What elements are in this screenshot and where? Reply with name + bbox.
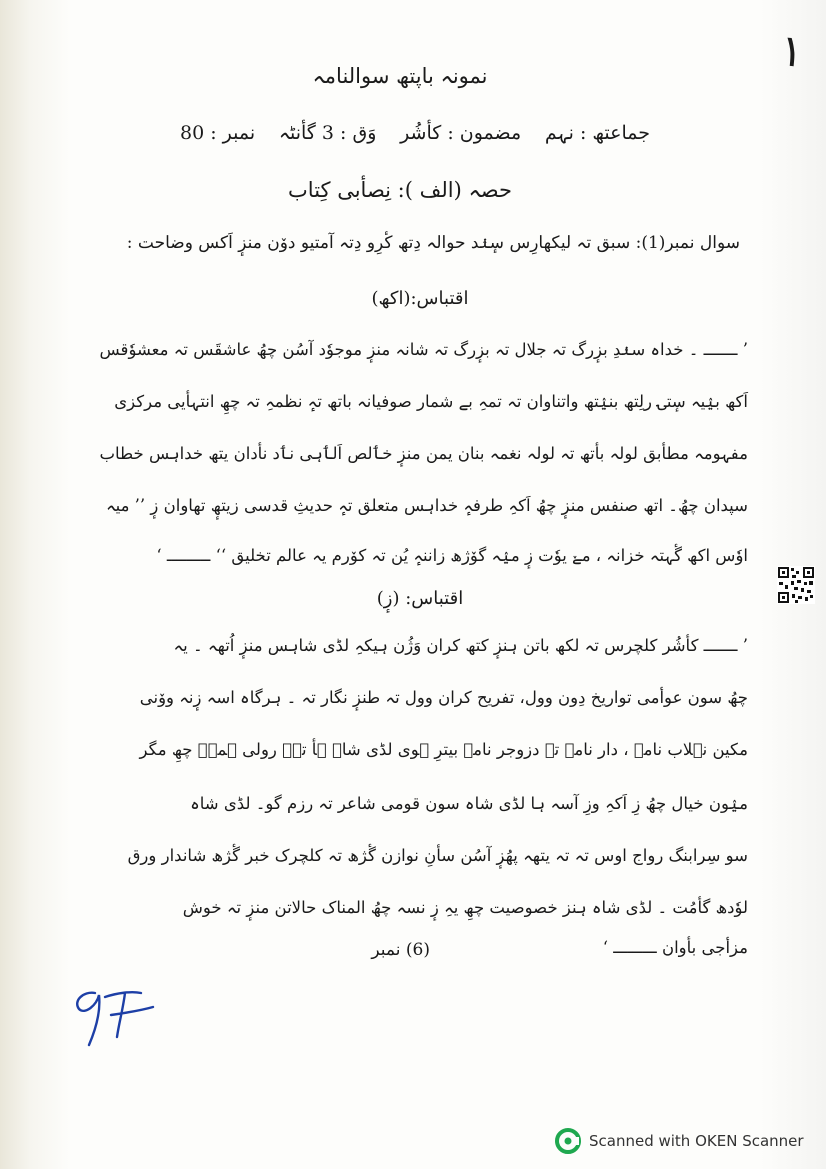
section-title: حصہ (الف ): نِصأبی کِتاب — [288, 178, 512, 202]
excerpt-b-heading: اقتباس: (زٕ) — [376, 588, 464, 609]
subject-label: مضمون : کأشُر — [400, 122, 522, 144]
page-title: نمونہ باپتھ سوالنامہ — [312, 64, 488, 88]
exam-meta-row — [180, 122, 650, 144]
class-label: جماعتھ : نہم — [544, 122, 650, 144]
excerpt-a-line: ’ ـــــــ ۔ خداہ سنٛدِ بزٕرگ تہ جلال تہ بزٕرگ تہ شانہ منزٕ موجوٗد آسُن چھُ عاشقَس تہ معشوٗقس — [99, 340, 748, 359]
marks-note: (6) نمبر — [371, 940, 430, 960]
excerpt-a-line: اَکھ بیٛیہ سٕتۍ رلِتھ بنیٛتھ واتناوان تہ تمہِ بے شمار صوفیانہ باتھ تہٕ نظمہِ تہ چھِ انتہأیی مرکزی — [114, 392, 748, 411]
excerpt-b-line: سو سِرابنگ رواج اوس تہ تہ یتھہ پھُزٕ آسُن سأنِ نوازن گٔژھ تہ کلچرک خبر گٔژھ شاندار ورق — [127, 846, 748, 865]
scanner-text: Scanned with OKEN Scanner — [589, 1132, 804, 1150]
excerpt-b-line: مزأجی بأوان ـــــــــ ‘ — [602, 938, 748, 957]
excerpt-b-line: ’ ـــــــ کأشُر کلچرس تہ لکھ باتن ہنزٕ کتھ کران وَژُن ہیکہِ لڈی شاہس منزٕ اُتھہ ۔ یہ — [173, 636, 748, 655]
qr-code-icon — [777, 566, 815, 604]
question-text: سوال نمبر(1): سبق تہ لیکھارِس سٕنٛد حوالہ دِتھ کٔرِو دِتہ آمتیو دوٚن منزٕ اَکس وضاحت : — [126, 233, 740, 253]
page-number-mark: ١ — [777, 24, 807, 79]
scanner-watermark — [555, 1128, 804, 1154]
excerpt-b-line: میٛون خیال چھُ زِ اَکہِ وزِ آسہ ہا لڈی شاہ سون قومی شاعر تہ رزم گو۔ لڈی شاہ — [190, 794, 748, 813]
scanner-logo-icon — [555, 1128, 581, 1154]
marks-label: نمبر : 80 — [180, 122, 256, 144]
excerpt-a-line: سپدان چھُ۔ اتھ صنفس منزٕ چھُ اَکہِ طرفہٕ خداہس متعلق تہٕ حدیثِ قدسی زیتھٕ تھاوان زٕ ’’ میہ — [105, 496, 748, 515]
excerpt-b-line: مکین نہلاب نامہ ، دار نامہ تہ دزوجر نامہ بیترِ ہوی لڈی شاہ ہأ تہٕ رولی ہمیٛ چھِ مگر — [139, 740, 748, 759]
time-label: وَق : 3 گأنٹہ — [278, 122, 377, 144]
signature-icon — [65, 975, 160, 1050]
excerpt-b-line: لوٗدھ گأمُت ۔ لڈی شاہ ہنز خصوصیت چھِ یہِ زٕ نسہ چھُ المناک حالاتن منزٕ تہ خوش — [182, 898, 748, 917]
excerpt-a-line: اوٗس اکھ گٔہتہ خزانہ ، مےٚ یوٗت زٕ میٛہ گوٚژھ زاننہٕ یُن تہ کوٚرم یہ عالم تخلیق ‘‘ ـــــــــ ‘ — [156, 546, 748, 565]
excerpt-a-heading: اقتباس:(اکھ) — [371, 288, 469, 309]
excerpt-b-line: چھُ سون عوأمی تواریخ دِون وول، تفریح کران وول تہ طنزٕ نگار تہ ۔ ہرگاہ اسہ زٕنہ ووٚنی — [139, 688, 748, 707]
excerpt-a-line: مفہومہ مطأبق لولہ بأتھ تہ لولہ نغمہ بنان یمن منزٕ خٲلص اَلٲہی نٲد نأدان یتھ خداہس خطاب — [99, 444, 748, 463]
